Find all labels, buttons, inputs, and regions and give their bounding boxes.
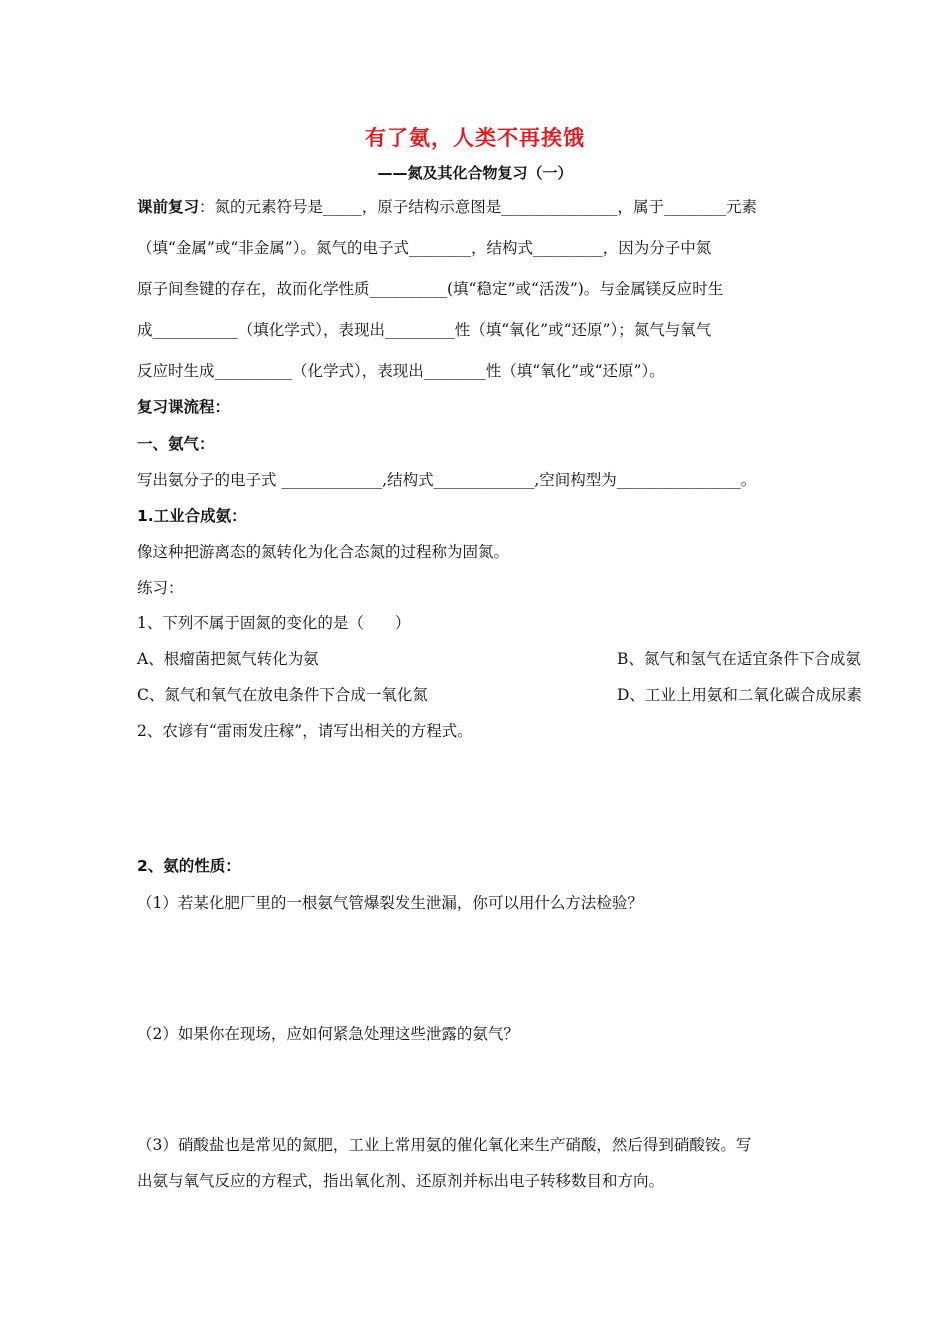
sub2-heading: 2、氨的性质： — [137, 857, 241, 875]
page-title: 有了氨，人类不再挨饿 — [365, 126, 585, 150]
preview-heading: 课前复习 — [137, 198, 200, 216]
preview-line-5: 反应时生成__________（化学式），表现出________性（填“氧化”或“还原”）。 — [137, 362, 665, 380]
question-2: 2、农谚有“雷雨发庄稼”，请写出相关的方程式。 — [137, 722, 473, 740]
sub2-question-3-line-2: 出氨与氧气反应的方程式，指出氧化剂、还原剂并标出电子转移数目和方向。 — [137, 1172, 665, 1190]
section1-line: 写出氨分子的电子式 _____________,结构式_____________,空间构型为________________。 — [137, 471, 757, 489]
option-b: B、氮气和氢气在适宜条件下合成氨 — [617, 650, 861, 668]
practice-label: 练习： — [137, 579, 184, 597]
option-c: C、氮气和氧气在放电条件下合成一氧化氮 — [137, 686, 428, 704]
process-heading: 复习课流程： — [137, 398, 231, 416]
preview-line-3: 原子间叁键的存在，故而化学性质__________(填“稳定”或“活泼”)。与金属镁反应时生 — [137, 280, 724, 298]
preview-line-4: 成___________（填化学式），表现出_________性（填“氧化”或“还原”）；氮气与氧气 — [137, 321, 712, 339]
sub1-text: 像这种把游离态的氮转化为化合态氮的过程称为固氮。 — [137, 543, 510, 561]
sub2-question-3-line-1: （3）硝酸盐也是常见的氮肥，工业上常用氨的催化氧化来生产硝酸，然后得到硝酸铵。写 — [137, 1136, 752, 1154]
options-row-cd — [137, 684, 862, 706]
preview-text-1: ：氮的元素符号是_____，原子结构示意图是_______________，属于________元素 — [199, 198, 758, 216]
preview-line-2: （填“金属”或“非金属”）。氮气的电子式________，结构式_________，因为分子中氮 — [137, 239, 712, 257]
preview-line-1 — [137, 196, 817, 218]
option-d: D、工业上用氨和二氧化碳合成尿素 — [617, 686, 862, 704]
options-row-ab — [137, 648, 861, 670]
sub2-question-2: （2）如果你在现场，应如何紧急处理这些泄露的氨气？ — [137, 1025, 519, 1043]
sub2-question-1: （1）若某化肥厂里的一根氨气管爆裂发生泄漏，你可以用什么方法检验？ — [137, 894, 643, 912]
question-1: 1、下列不属于固氮的变化的是（ ） — [137, 614, 411, 632]
option-a: A、根瘤菌把氮气转化为氨 — [137, 650, 319, 668]
page-subtitle: ——氮及其化合物复习（一） — [377, 164, 573, 182]
sub1-heading: 1.工业合成氨： — [137, 507, 247, 525]
section1-heading: 一、氨气： — [137, 435, 215, 453]
